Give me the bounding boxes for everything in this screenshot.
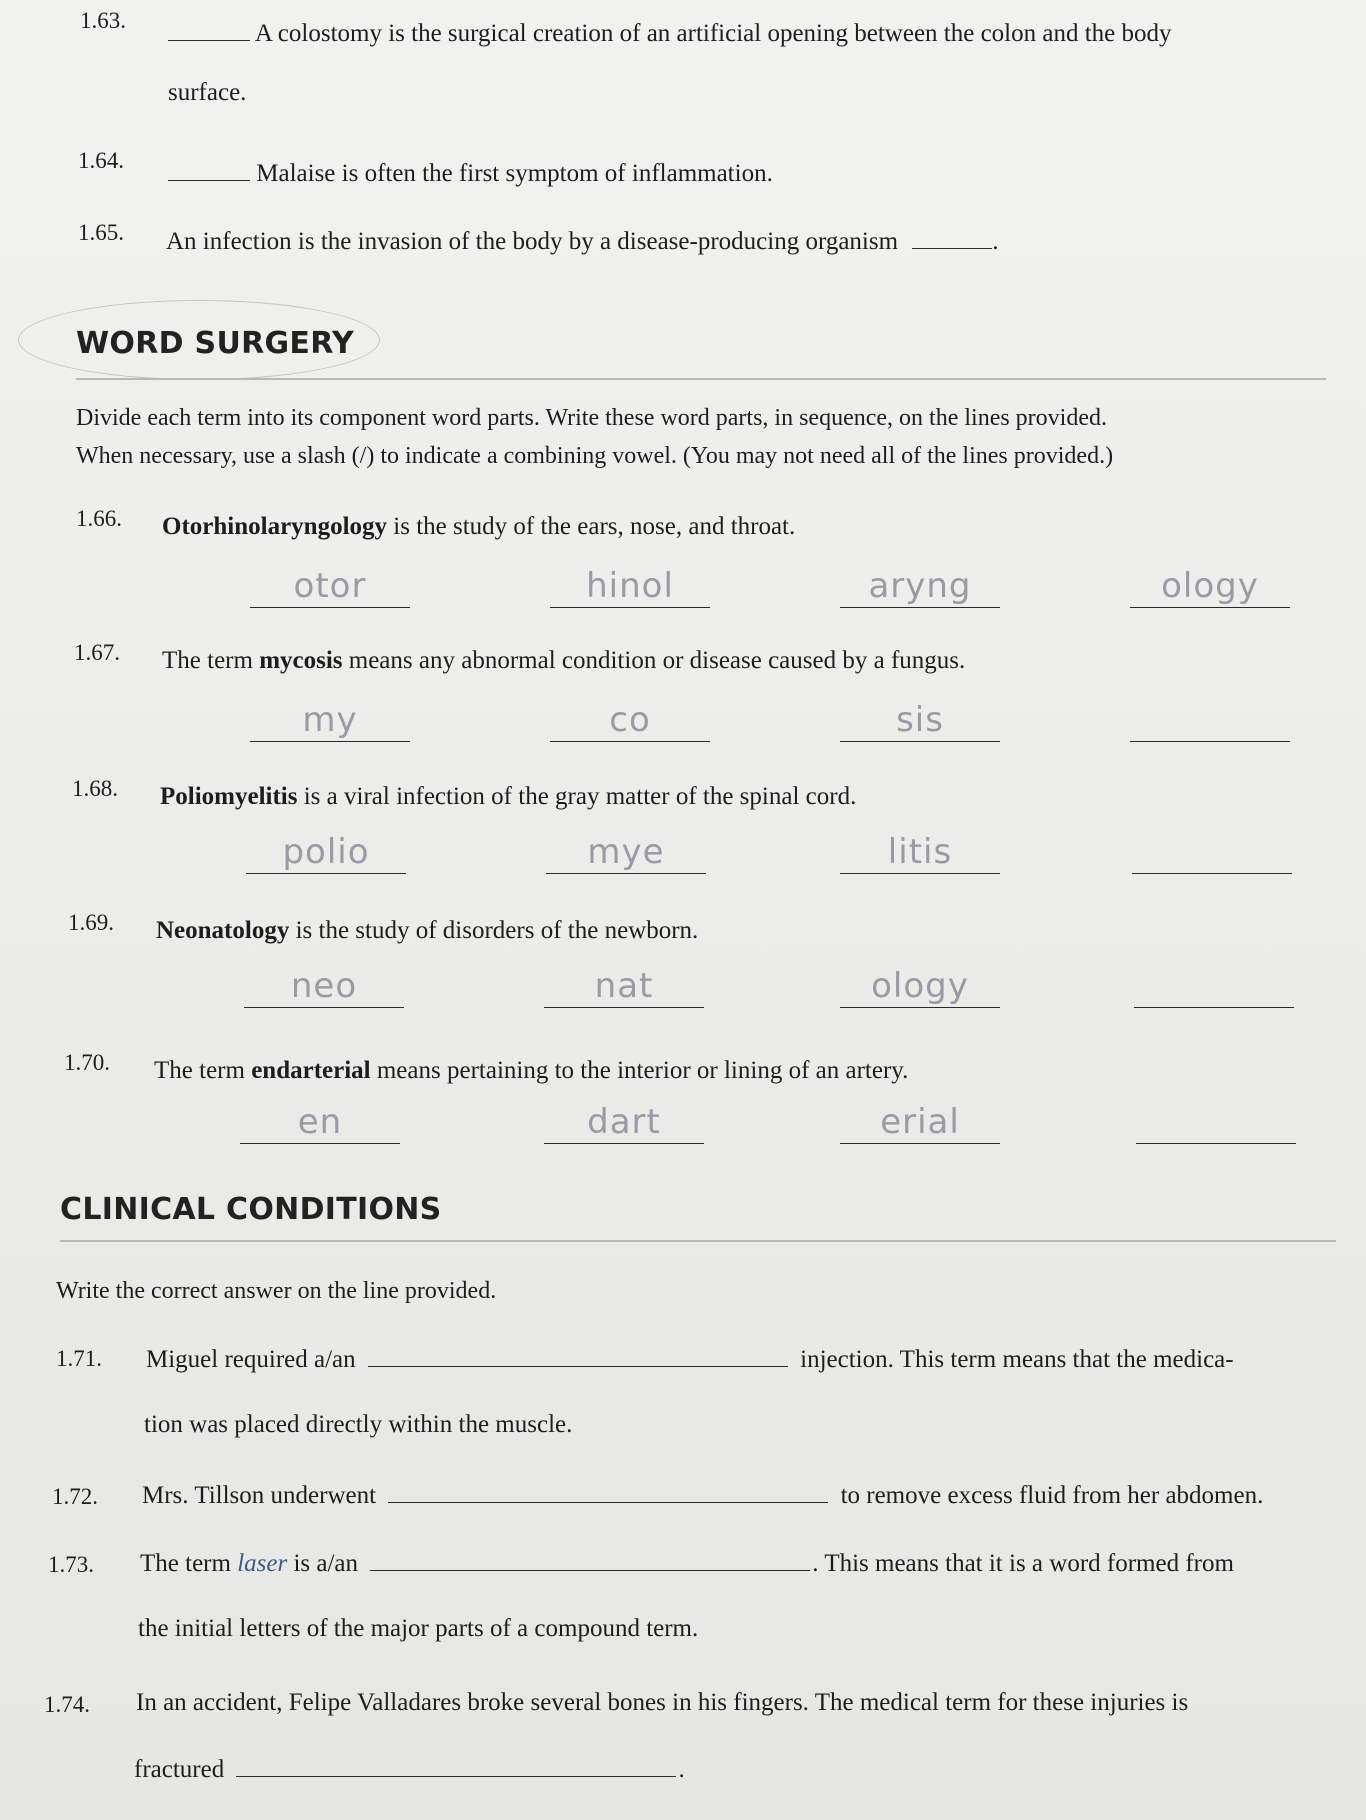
word-part-line[interactable] xyxy=(544,1007,704,1008)
question-number: 1.74. xyxy=(44,1692,90,1717)
word-part-line[interactable] xyxy=(840,1007,1000,1008)
word-part-line[interactable] xyxy=(550,741,710,742)
key-term: mycosis xyxy=(259,647,343,674)
question-continuation: surface. xyxy=(168,79,247,106)
question-text: Malaise is often the first symptom of inflammation. xyxy=(256,160,773,187)
word-part-line[interactable] xyxy=(840,741,1000,742)
question-text: Miguel required a/an xyxy=(146,1346,356,1373)
word-part-line[interactable] xyxy=(244,1007,404,1008)
question-text: A colostomy is the surgical creation of an artificial opening between the colon and the body xyxy=(254,20,1172,47)
word-part-line[interactable] xyxy=(840,607,1000,608)
question-1-67 xyxy=(162,646,965,676)
answer-blank[interactable] xyxy=(370,1548,810,1571)
question-text: The term xyxy=(154,1057,252,1084)
question-number: 1.66. xyxy=(76,506,122,531)
handwritten-answer: aryng xyxy=(868,566,972,606)
word-part-line[interactable] xyxy=(840,873,1000,874)
question-1-63 xyxy=(168,18,1172,49)
question-1-64 xyxy=(168,158,773,189)
question-number: 1.63. xyxy=(80,8,126,33)
question-number: 1.73. xyxy=(48,1552,94,1577)
question-number: 1.65. xyxy=(78,220,124,245)
handwritten-answer: mye xyxy=(587,832,665,872)
clinical-instruction: Write the correct answer on the line provided. xyxy=(56,1278,497,1304)
question-text: is the study of the ears, nose, and throat. xyxy=(387,513,796,540)
word-parts-row-1-68 xyxy=(240,824,1300,874)
word-part-line[interactable] xyxy=(1130,607,1290,608)
handwritten-answer: ology xyxy=(1161,566,1259,606)
word-part-line[interactable] xyxy=(1134,1007,1294,1008)
question-1-66 xyxy=(162,512,795,542)
handwritten-answer: hinol xyxy=(586,566,674,606)
question-1-73 xyxy=(140,1548,1234,1579)
word-part-line[interactable] xyxy=(246,873,406,874)
word-part-line[interactable] xyxy=(546,873,706,874)
word-parts-row-1-69 xyxy=(240,958,1300,1008)
handwritten-answer: dart xyxy=(587,1102,661,1142)
question-1-68 xyxy=(160,782,856,812)
handwritten-answer: litis xyxy=(887,832,953,872)
instructions-line-1: Divide each term into its component word parts. Write these word parts, in sequence, on the lines provided. xyxy=(76,405,1107,431)
word-part-line[interactable] xyxy=(550,607,710,608)
word-part-line[interactable] xyxy=(544,1143,704,1144)
question-number: 1.68. xyxy=(72,776,118,801)
handwritten-answer: otor xyxy=(293,566,367,606)
question-text: Mrs. Tillson underwent xyxy=(142,1482,377,1509)
key-term: endarterial xyxy=(251,1057,371,1084)
answer-blank[interactable] xyxy=(388,1480,828,1503)
question-text: fractured xyxy=(134,1756,225,1783)
word-parts-row-1-66 xyxy=(240,558,1300,608)
question-text: means any abnormal condition or disease caused by a fungus. xyxy=(342,647,966,674)
answer-blank[interactable] xyxy=(368,1344,788,1367)
question-text: An infection is the invasion of the body by a disease-producing organism xyxy=(166,228,899,255)
handwritten-answer: sis xyxy=(896,700,944,740)
question-text: . This means that it is a word formed from xyxy=(812,1550,1234,1577)
question-text: is the study of disorders of the newborn. xyxy=(289,917,699,944)
word-part-line[interactable] xyxy=(1132,873,1292,874)
word-parts-row-1-67 xyxy=(240,692,1300,742)
question-1-74: In an accident, Felipe Valladares broke several bones in his fingers. The medical term for these injuries is xyxy=(136,1689,1189,1716)
word-part-line[interactable] xyxy=(1136,1143,1296,1144)
answer-blank[interactable] xyxy=(912,226,992,249)
key-term: Poliomyelitis xyxy=(160,783,298,810)
handwritten-answer: polio xyxy=(282,832,370,872)
question-1-70 xyxy=(154,1056,908,1086)
question-1-71 xyxy=(146,1344,1234,1375)
question-text: means pertaining to the interior or lining of an artery. xyxy=(370,1057,909,1084)
question-text: The term xyxy=(162,647,260,674)
handwritten-answer: en xyxy=(297,1102,343,1142)
question-continuation: the initial letters of the major parts of a compound term. xyxy=(138,1615,699,1642)
question-1-65 xyxy=(166,226,999,257)
question-number: 1.64. xyxy=(78,148,124,173)
word-part-line[interactable] xyxy=(840,1143,1000,1144)
question-1-72 xyxy=(142,1480,1263,1511)
question-number: 1.67. xyxy=(74,640,120,665)
handwritten-answer: ology xyxy=(871,966,969,1006)
handwritten-answer: neo xyxy=(290,966,358,1006)
word-parts-row-1-70 xyxy=(240,1094,1300,1144)
key-term: Otorhinolaryngology xyxy=(162,513,388,540)
question-continuation: tion was placed directly within the muscle. xyxy=(144,1411,573,1438)
question-text: The term xyxy=(140,1550,238,1577)
question-1-69 xyxy=(156,916,698,946)
key-term: Neonatology xyxy=(156,917,290,944)
question-number: 1.69. xyxy=(68,910,114,935)
key-term: laser xyxy=(237,1550,288,1577)
word-part-line[interactable] xyxy=(250,741,410,742)
word-part-line[interactable] xyxy=(240,1143,400,1144)
question-number: 1.70. xyxy=(64,1050,110,1075)
question-number: 1.72. xyxy=(52,1484,98,1509)
period: . xyxy=(678,1756,685,1783)
answer-blank[interactable] xyxy=(236,1754,676,1777)
section-title-clinical-conditions: CLINICAL CONDITIONS xyxy=(60,1192,442,1227)
question-text: is a viral infection of the gray matter of the spinal cord. xyxy=(297,783,857,810)
answer-blank[interactable] xyxy=(168,158,250,181)
period: . xyxy=(992,228,999,255)
word-part-line[interactable] xyxy=(1130,741,1290,742)
section-title-word-surgery: WORD SURGERY xyxy=(76,326,355,361)
question-1-74-answer-line xyxy=(134,1754,685,1785)
section-divider xyxy=(76,378,1326,380)
handwritten-answer: my xyxy=(302,700,358,740)
answer-blank[interactable] xyxy=(168,18,250,41)
question-text: injection. This term means that the medica- xyxy=(800,1346,1234,1373)
instructions-line-2: When necessary, use a slash (/) to indicate a combining vowel. (You may not need all of the lines provided.) xyxy=(76,443,1114,469)
handwritten-answer: co xyxy=(609,700,651,740)
question-text: is a/an xyxy=(287,1550,359,1577)
question-number: 1.71. xyxy=(56,1346,102,1371)
question-text: to remove excess fluid from her abdomen. xyxy=(840,1482,1264,1509)
section-divider xyxy=(60,1240,1336,1242)
word-part-line[interactable] xyxy=(250,607,410,608)
handwritten-answer: nat xyxy=(594,966,654,1006)
handwritten-answer: erial xyxy=(880,1102,960,1142)
